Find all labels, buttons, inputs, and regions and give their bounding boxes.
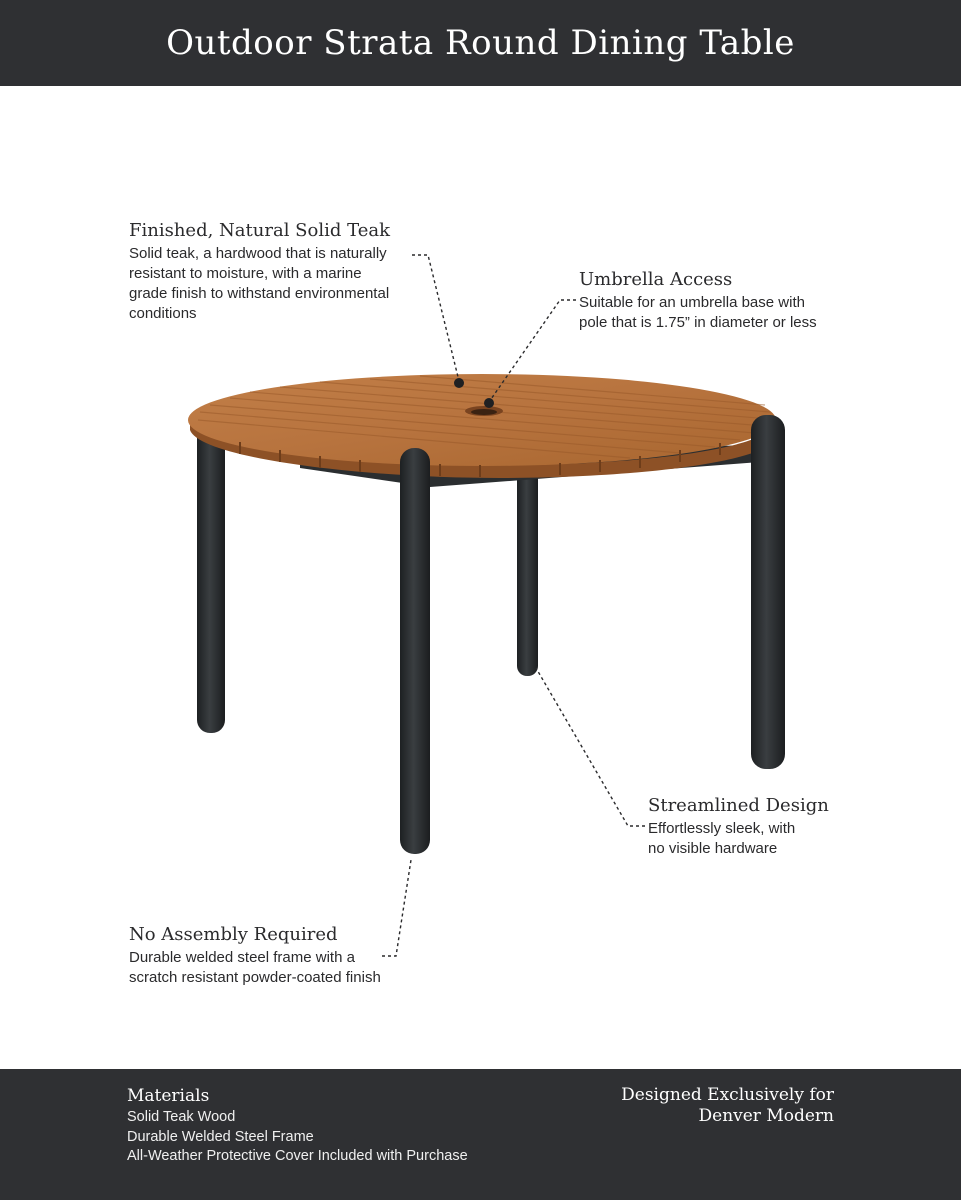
leader-design xyxy=(536,668,645,826)
callout-design xyxy=(648,795,829,859)
materials-item: All-Weather Protective Cover Included with Purchase xyxy=(127,1148,468,1164)
callout-teak-text: resistant to moisture, with a marine xyxy=(129,265,362,282)
materials-item: Durable Welded Steel Frame xyxy=(127,1128,314,1145)
back-leg-left xyxy=(197,425,225,733)
callout-assembly xyxy=(129,924,381,988)
callout-assembly-title: No Assembly Required xyxy=(129,924,338,945)
marker-teak xyxy=(454,378,464,388)
materials-item: Solid Teak Wood xyxy=(127,1109,236,1125)
leader-assembly xyxy=(382,860,411,956)
callout-assembly-text: scratch resistant powder-coated finish xyxy=(129,969,381,986)
front-leg-right xyxy=(751,415,785,769)
callout-teak-text: grade finish to withstand environmental xyxy=(129,285,390,302)
callout-design-text: no visible hardware xyxy=(648,840,778,857)
front-leg-center xyxy=(400,448,430,854)
materials-list xyxy=(127,1086,468,1167)
callout-teak xyxy=(129,220,390,324)
exclusive-line: Designed Exclusively for xyxy=(621,1085,834,1105)
callout-umbrella-text: pole that is 1.75” in diameter or less xyxy=(579,314,817,331)
exclusive-line: Denver Modern xyxy=(698,1106,834,1126)
materials-title: Materials xyxy=(127,1086,210,1106)
callout-teak-title: Finished, Natural Solid Teak xyxy=(129,220,390,241)
back-leg-center xyxy=(517,458,538,676)
callout-umbrella-text: Suitable for an umbrella base with xyxy=(579,294,805,311)
callout-umbrella-title: Umbrella Access xyxy=(579,269,733,290)
callout-design-text: Effortlessly sleek, with xyxy=(648,820,796,837)
page-title: Outdoor Strata Round Dining Table xyxy=(166,23,795,63)
exclusive-note xyxy=(621,1085,834,1127)
callout-teak-text: Solid teak, a hardwood that is naturally xyxy=(129,245,387,262)
callout-umbrella xyxy=(579,269,817,333)
leader-teak xyxy=(412,255,459,381)
marker-umbrella xyxy=(484,398,494,408)
callout-assembly-text: Durable welded steel frame with a xyxy=(129,949,355,966)
callout-design-title: Streamlined Design xyxy=(648,795,829,816)
callout-teak-text: conditions xyxy=(129,305,197,322)
